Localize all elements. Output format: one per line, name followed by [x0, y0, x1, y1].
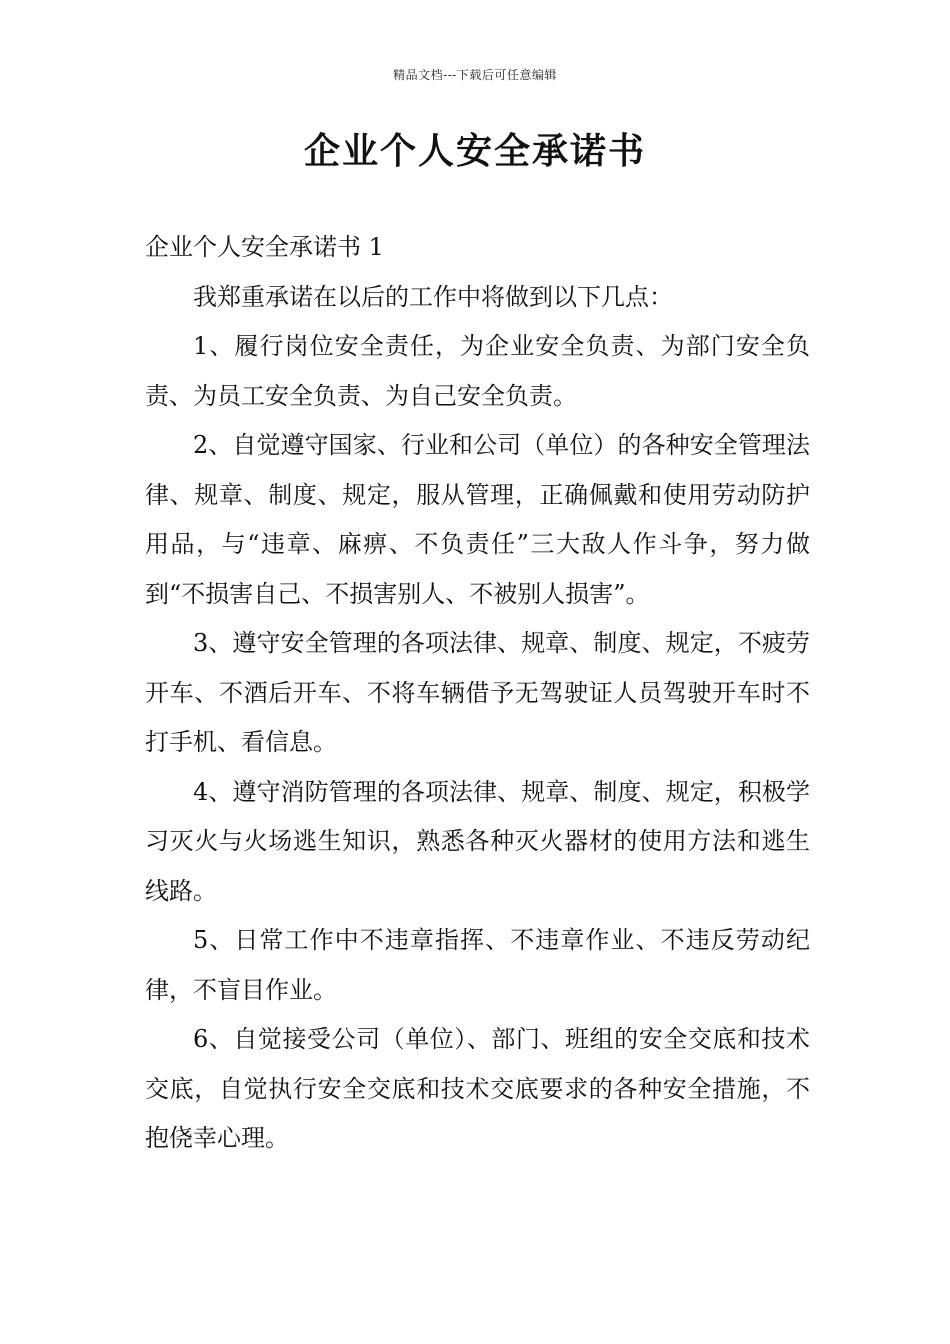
- section-subtitle: 企业个人安全承诺书 1: [145, 233, 384, 261]
- commitment-item-1: 1、履行岗位安全责任，为企业安全负责、为部门安全负责、为员工安全负责、为自己安全负责。: [145, 332, 810, 410]
- document-body: [145, 223, 810, 1164]
- header-note: 精品文档---下载后可任意编辑: [393, 68, 557, 82]
- document-title: 企业个人安全承诺书: [303, 130, 646, 172]
- commitment-item-6: 6、自觉接受公司（单位）、部门、班组的安全交底和技术交底，自觉执行安全交底和技术交底要求的各种安全措施，不抱侥幸心理。: [145, 1025, 810, 1152]
- intro-paragraph: 我郑重承诺在以后的工作中将做到以下几点：: [193, 282, 673, 311]
- commitment-item-4: 4、遵守消防管理的各项法律、规章、制度、规定，积极学习灭火与火场逃生知识，熟悉各种灭火器材的使用方法和逃生线路。: [145, 777, 810, 905]
- commitment-item-5: 5、日常工作中不违章指挥、不违章作业、不违反劳动纪律，不盲目作业。: [145, 926, 810, 1004]
- commitment-item-2: 2、自觉遵守国家、行业和公司（单位）的各种安全管理法律、规章、制度、规定，服从管理，正确佩戴和使用劳动防护用品，与“违章、麻痹、不负责任”三大敌人作斗争，努力做到“不损害自己、不损害别人、不被别人损害”。: [145, 431, 810, 608]
- commitment-item-3: 3、遵守安全管理的各项法律、规章、制度、规定，不疲劳开车、不酒后开车、不将车辆借予无驾驶证人员驾驶开车时不打手机、看信息。: [145, 629, 810, 756]
